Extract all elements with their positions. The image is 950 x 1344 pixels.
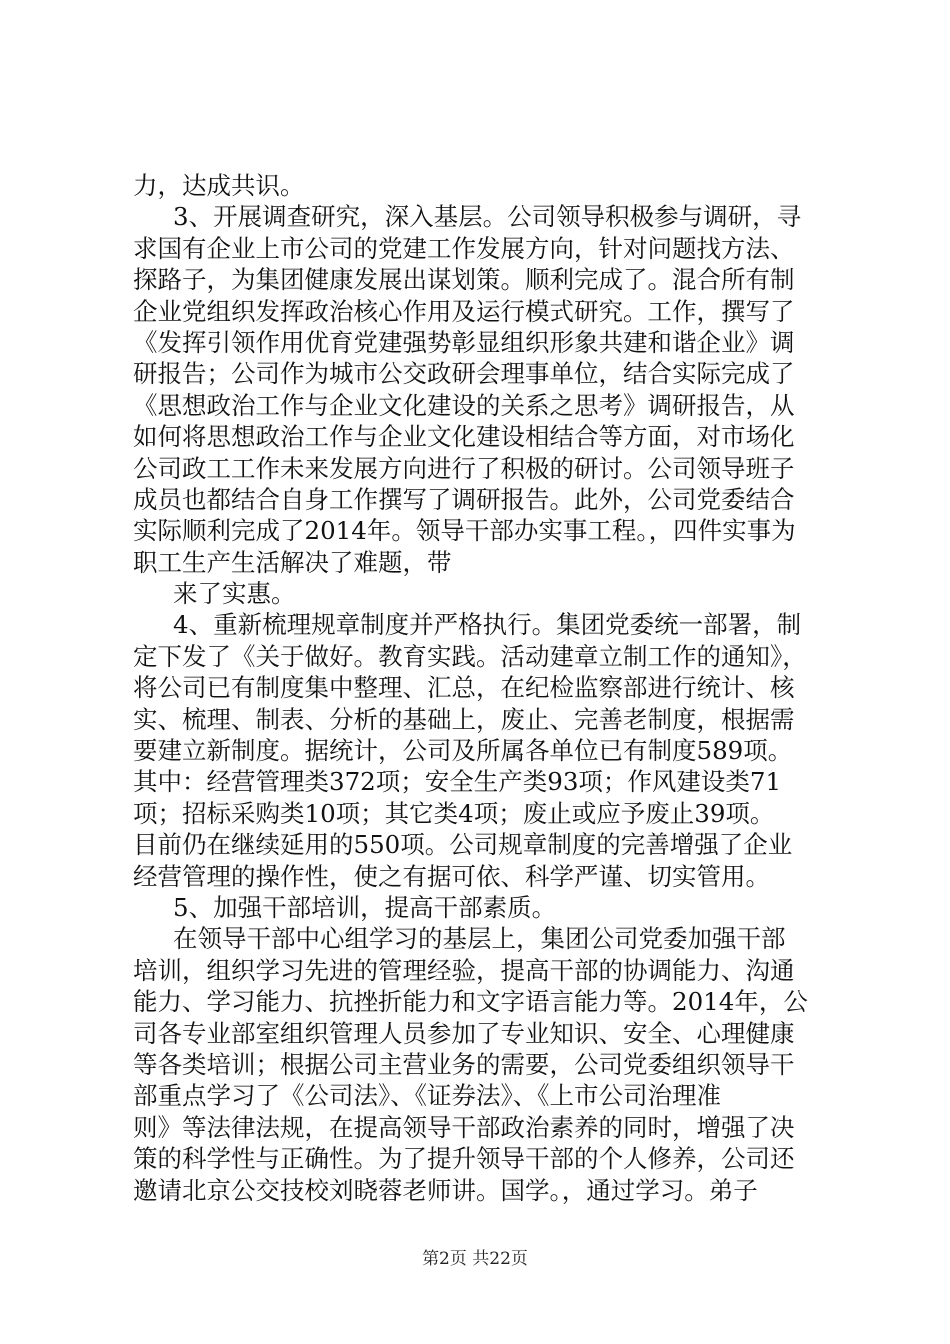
text-line: 探路子，为集团健康发展出谋划策。顺利完成了。混合所有制 (133, 265, 795, 295)
text-line: 来了实惠。 (173, 579, 296, 609)
text-line: 在领导干部中心组学习的基层上，集团公司党委加强干部 (173, 924, 786, 954)
text-line: 公司政工工作未来发展方向进行了积极的研讨。公司领导班子 (133, 453, 795, 483)
page-number-footer: 第2页 共22页 (422, 1249, 528, 1269)
text-line: 职工生产生活解决了难题，带 (133, 547, 452, 577)
text-line: 企业党组织发挥政治核心作用及运行模式研究。工作，撰写了 (133, 296, 795, 326)
text-line: 实际顺利完成了2014年。领导干部办实事工程。，四件实事为 (133, 516, 796, 546)
text-line: 将公司已有制度集中整理、汇总，在纪检监察部进行统计、核 (133, 673, 795, 703)
text-line: 力，达成共识。 (133, 171, 305, 200)
text-line: 项；招标采购类10项；其它类4项；废止或应予废止39项。 (133, 798, 775, 828)
text-line: 等各类培训；根据公司主营业务的需要，公司党委组织领导干 (133, 1049, 795, 1079)
text-line: 策的科学性与正确性。为了提升领导干部的个人修养，公司还 (133, 1144, 795, 1174)
text-line: 研报告；公司作为城市公交政研会理事单位，结合实际完成了 (133, 359, 795, 389)
text-line: 培训，组织学习先进的管理经验，提高干部的协调能力、沟通 (133, 955, 795, 985)
text-line: 其中：经营管理类372项；安全生产类93项；作风建设类71 (133, 767, 782, 797)
text-line: 则》等法律法规，在提高领导干部政治素养的同时，增强了决 (133, 1112, 795, 1142)
text-line: 求国有企业上市公司的党建工作发展方向，针对问题找方法、 (133, 233, 795, 263)
text-line: 实、梳理、制表、分析的基础上，废止、完善老制度，根据需 (133, 704, 795, 734)
document-body (133, 170, 838, 1206)
text-line: 能力、学习能力、抗挫折能力和文字语言能力等。2014年，公 (133, 987, 808, 1017)
text-line: 《发挥引领作用优育党建强势彰显组织形象共建和谐企业》调 (133, 327, 795, 357)
text-line: 要建立新制度。据统计，公司及所属各单位已有制度589项。 (133, 736, 793, 766)
text-line: 目前仍在继续延用的550项。公司规章制度的完善增强了企业 (133, 830, 793, 860)
text-line: 成员也都结合自身工作撰写了调研报告。此外，公司党委结合 (133, 484, 795, 514)
text-line: 如何将思想政治工作与企业文化建设相结合等方面，对市场化 (133, 422, 795, 452)
text-line: 经营管理的操作性，使之有据可依、科学严谨、切实管用。 (133, 861, 770, 891)
text-line: 《思想政治工作与企业文化建设的关系之思考》调研报告，从 (133, 390, 795, 420)
paragraph-5-heading-line: 5、加强干部培训，提高干部素质。 (173, 892, 557, 922)
text-line: 邀请北京公交技校刘晓蓉老师讲。国学。，通过学习。弟子 (133, 1175, 758, 1205)
text-line: 司各专业部室组织管理人员参加了专业知识、安全、心理健康 (133, 1018, 795, 1048)
text-line: 定下发了《关于做好。教育实践。活动建章立制工作的通知》， (133, 641, 807, 671)
paragraph-4-heading-line: 4、重新梳理规章制度并严格执行。集团党委统一部署，制 (173, 610, 802, 640)
text-line: 部重点学习了《公司法》、《证券法》、《上市公司治理准 (133, 1081, 721, 1111)
paragraph-3-heading-line: 3、开展调查研究，深入基层。公司领导积极参与调研，寻 (173, 202, 802, 232)
